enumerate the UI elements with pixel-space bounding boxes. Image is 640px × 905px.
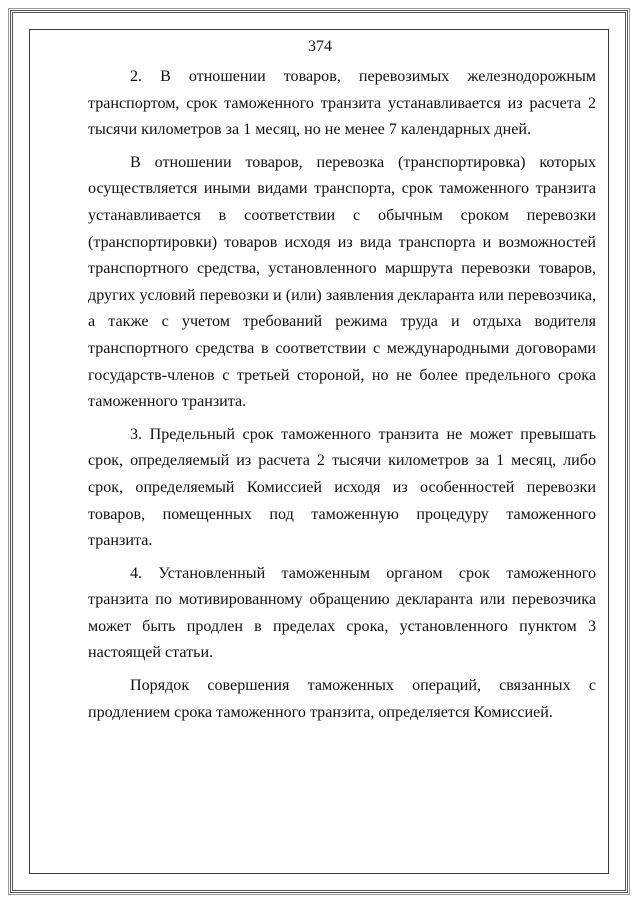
paragraph-item-4: 4. Установленный таможенным органом срок таможенного транзита по мотивированному обращению декларанта или перевозчика может быть продлен в пределах срока, установленного пунктом 3 настоящей статьи. — [88, 564, 596, 662]
document-body — [88, 64, 596, 732]
paragraph-item-3: 3. Предельный срок таможенного транзита не может превышать срок, определяемый из расчета 2 тысячи километров за 1 месяц, либо срок, определяемый Комиссией исходя из особенностей перевозки товаров, помещенных под таможенную процедуру таможенного транзита. — [88, 425, 596, 550]
paragraph-procedure: Порядок совершения таможенных операций, связанных с продлением срока таможенного транзита, определяется Комиссией. — [88, 677, 596, 721]
page-number: 374 — [308, 38, 332, 55]
paragraph-item-2: 2. В отношении товаров, перевозимых железнодорожным транспортом, срок таможенного транзита устанавливается из расчета 2 тысячи километров за 1 месяц, но не менее 7 календарных дней. — [88, 68, 596, 139]
paragraph-other-transport: В отношении товаров, перевозка (транспортировка) которых осуществляется иными видами транспорта, срок таможенного транзита устанавливается в соответствии с обычным сроком перевозки (транспортировки) товаров исходя из вида транспорта и возможностей транспортного средства, установленного маршрута перевозки товаров, других условий перевозки и (или) заявления декларанта или перевозчика, а также с учетом требований режима труда и отдыха водителя транспортного средства в соответствии с международными договорами государств-членов с третьей стороной, но не более предельного срока таможенного транзита. — [88, 153, 596, 411]
